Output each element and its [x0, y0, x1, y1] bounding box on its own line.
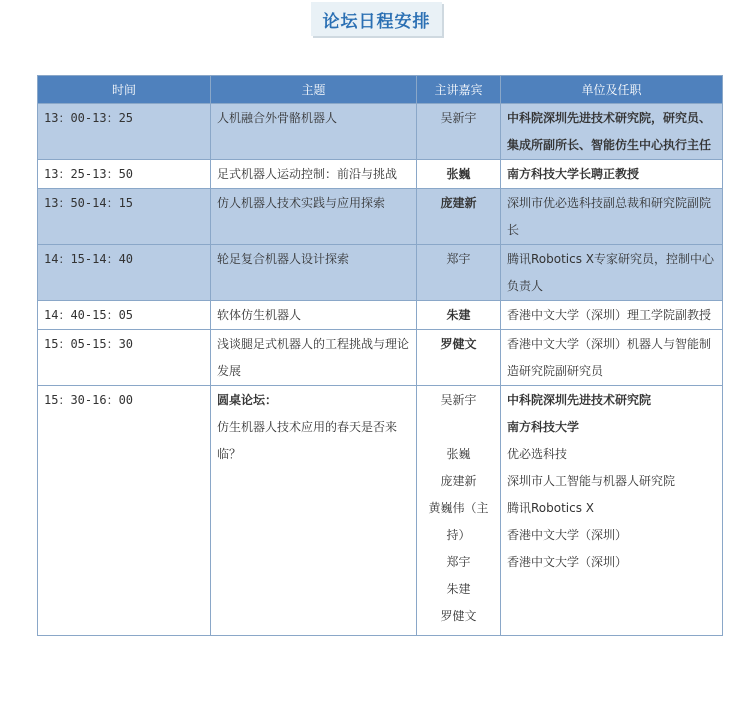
topic-cell: 人机融合外骨骼机器人 — [211, 104, 417, 160]
page-title: 论坛日程安排 — [322, 11, 431, 32]
speaker-cell: 张巍 — [417, 160, 501, 189]
topic-cell: 浅谈腿足式机器人的工程挑战与理论发展 — [211, 330, 417, 386]
time-cell: 14：15-14：40 — [38, 245, 211, 301]
speaker-cell: 吴新宇 — [417, 104, 501, 160]
table-row — [38, 330, 723, 386]
header-org: 单位及任职 — [501, 76, 723, 104]
speaker-cell: 罗健文 — [417, 330, 501, 386]
title-banner — [311, 2, 442, 36]
topic-cell: 足式机器人运动控制：前沿与挑战 — [211, 160, 417, 189]
roundtable-title: 圆桌论坛： — [217, 393, 278, 407]
time-cell: 15：05-15：30 — [38, 330, 211, 386]
schedule-table — [37, 75, 723, 636]
roundtable-org: 香港中文大学（深圳） — [507, 528, 628, 542]
org-cell: 中科院深圳先进技术研究院，研究员、集成所副所长、智能仿生中心执行主任 — [501, 104, 723, 160]
roundtable-topic-cell — [211, 386, 417, 636]
time-cell: 14：40-15：05 — [38, 301, 211, 330]
speaker-cell: 郑宇 — [417, 245, 501, 301]
roundtable-speaker: 张巍 — [446, 447, 471, 461]
time-cell: 13：25-13：50 — [38, 160, 211, 189]
roundtable-org: 腾讯Robotics X — [507, 501, 595, 515]
title-area — [0, 0, 740, 60]
org-cell: 深圳市优必选科技副总裁和研究院副院长 — [501, 189, 723, 245]
org-cell: 南方科技大学长聘正教授 — [501, 160, 723, 189]
header-speaker: 主讲嘉宾 — [417, 76, 501, 104]
speaker-cell: 朱建 — [417, 301, 501, 330]
topic-cell: 仿人机器人技术实践与应用探索 — [211, 189, 417, 245]
header-topic: 主题 — [211, 76, 417, 104]
time-cell: 15：30-16：00 — [38, 386, 211, 636]
org-cell: 腾讯Robotics X专家研究员，控制中心负责人 — [501, 245, 723, 301]
roundtable-orgs-cell — [501, 386, 723, 636]
header-time: 时间 — [38, 76, 211, 104]
table-row — [38, 104, 723, 160]
roundtable-org: 优必选科技 — [507, 447, 568, 461]
roundtable-speakers-cell — [417, 386, 501, 636]
roundtable-question: 仿生机器人技术应用的春天是否来临？ — [217, 420, 398, 461]
time-cell: 13：00-13：25 — [38, 104, 211, 160]
roundtable-row — [38, 386, 723, 636]
table-row — [38, 189, 723, 245]
roundtable-speaker: 朱建 — [446, 582, 471, 596]
roundtable-speaker-host: 黄巍伟（主持） — [428, 501, 489, 542]
topic-cell: 软体仿生机器人 — [211, 301, 417, 330]
header-row — [38, 76, 723, 104]
org-cell: 香港中文大学（深圳）理工学院副教授 — [501, 301, 723, 330]
time-cell: 13：50-14：15 — [38, 189, 211, 245]
roundtable-speaker-gap — [423, 414, 494, 441]
roundtable-org: 南方科技大学 — [507, 420, 580, 434]
roundtable-speaker: 罗健文 — [440, 609, 477, 623]
roundtable-org: 深圳市人工智能与机器人研究院 — [507, 474, 676, 488]
table-row — [38, 160, 723, 189]
topic-cell: 轮足复合机器人设计探索 — [211, 245, 417, 301]
roundtable-speaker: 庞建新 — [440, 474, 477, 488]
table-row — [38, 245, 723, 301]
roundtable-speaker: 郑宇 — [446, 555, 471, 569]
speaker-cell: 庞建新 — [417, 189, 501, 245]
roundtable-org: 中科院深圳先进技术研究院 — [507, 393, 652, 407]
roundtable-speaker: 吴新宇 — [440, 393, 477, 407]
roundtable-org: 香港中文大学（深圳） — [507, 555, 628, 569]
table-row — [38, 301, 723, 330]
org-cell: 香港中文大学（深圳）机器人与智能制造研究院副研究员 — [501, 330, 723, 386]
